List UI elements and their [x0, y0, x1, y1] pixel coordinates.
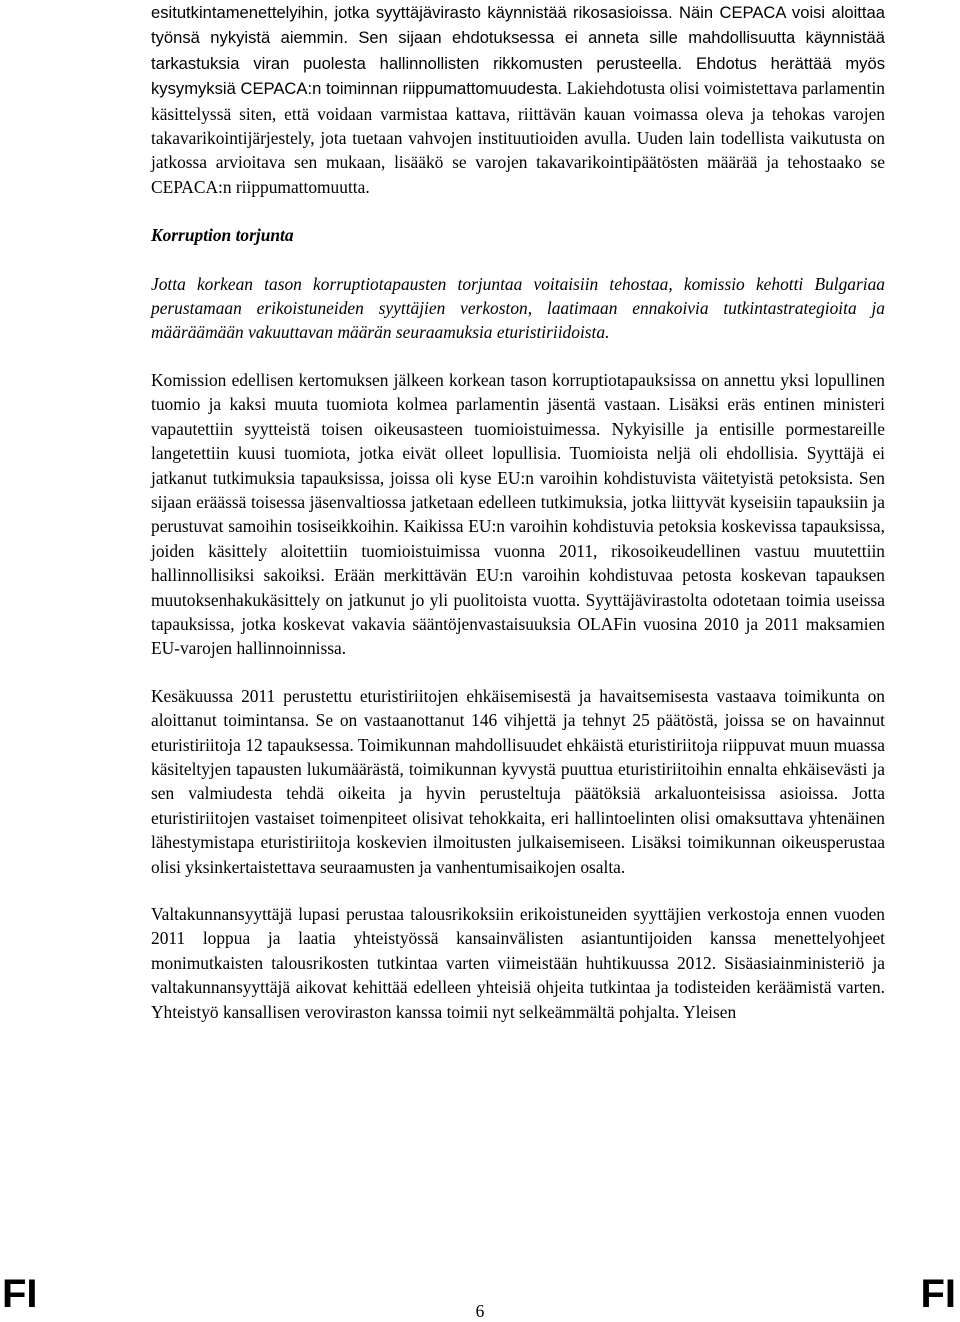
footer-language-code-left: FI — [2, 1272, 38, 1316]
document-body — [151, 0, 885, 1024]
intro-paragraph — [151, 0, 885, 199]
page-number: 6 — [475, 1301, 485, 1321]
intro-sentence-block-2: Lakiehdotusta olisi voimistettava parlamentin käsittelyssä siten, että voidaan varmistaa kattava, riittävän kauan voimassa oleva ja tehokas varojen takavarikointijärjestely, jota tuetaan vahvojen instituutioiden avulla. — [151, 78, 885, 149]
intro-sentence-block-1: esitutkintamenettelyihin, jotka syyttäjävirasto käynnistää rikosasioissa. Näin CEPACA voisi aloittaa työnsä nykyistä aiemmin. Sen sijaan ehdotuksessa ei anneta sille mahdollisuutta käynnistää tarkastuksia viran puolesta hallinnollisten rikkomusten perusteella. Ehdotus herättää myös kysymyksiä CEPACA:n toiminnan riippumattomuudesta. — [151, 3, 885, 99]
italic-lead-paragraph: Jotta korkean tason korruptiotapausten torjuntaa voitaisiin tehostaa, komissio kehotti Bulgariaa perustamaan erikoistuneiden syyttäjien verkoston, laatimaan ennakoivia tutkintastrategioita ja määräämään vakuuttavan määrän seuraamuksia eturistiriidoista. — [151, 273, 885, 343]
prosecutor-general-paragraph: Valtakunnansyyttäjä lupasi perustaa talousrikoksiin erikoistuneiden syyttäjien verkostoja ennen vuoden 2011 loppua ja laatia yhteistyössä kansainvälisten asiantuntijoiden kanssa menettelyohjeet monimutkaisten talousrikosten tutkintaa varten viimeistään huhtikuussa 2012. Sisäasiainministeriö ja valtakunnansyyttäjä aikovat kehittää edelleen yhteisiä ohjeita tutkintaa ja todisteiden keräämistä varten. Yhteistyö kansallisen veroviraston kanssa toimii nyt selkeämmältä pohjalta. Yleisen — [151, 904, 885, 1022]
conflict-commission-paragraph: Kesäkuussa 2011 perustettu eturistiriitojen ehkäisemisestä ja havaitsemisesta vastaava toimikunta on aloittanut toimintansa. Se on vastaanottanut 146 vihjettä ja tehnyt 25 päätöstä, joissa se on havainnut eturistiriitoja 12 tapauksessa. Toimikunnan mahdollisuudet ehkäistä eturistiriitoja riippuvat muun muassa käsiteltyjen tapausten lukumäärästä, toimikunnan kyvystä puuttua eturistiriitoihin ennalta ehkäisevästi ja sen valmiudesta tehdä oikeita ja hyvin perusteltuja päätöksiä arkaluonteisissa asioissa. Jotta eturistiriitojen vastaiset toimenpiteet olisivat tehokkaita, eri hallintoelinten olisi omaksuttava yhtenäinen lähestymistapa eturistiriitoja koskevien ilmoitusten julkaisemiseen. Lisäksi toimikunnan oikeusperustaa olisi yksinkertaistettava seuraamusten ja vanhentumisaikojen osalta. — [151, 685, 885, 877]
intro-sentence-block-3: Uuden lain todellista vaikutusta on jatkossa arvioitava sen mukaan, lisääkö se varojen takavarikointipäätösten määrää ja tehostaako se CEPACA:n riippumattomuutta. — [151, 128, 885, 197]
commission-followup-paragraph: Komission edellisen kertomuksen jälkeen korkean tason korruptiotapauksissa on annettu yksi lopullinen tuomio ja kaksi muuta tuomiota kolmea parlamentin jäsentä vastaan. Lisäksi eräs entinen ministeri vapautettiin syytteistä toisen oikeusasteen tuomioistuimessa. Nykyisille ja entisille pormestareille langetettiin kuusi tuomiota, jotka eivät olleet lopullisia. Tuomioista neljä oli ehdollisia. Syyttäjä ei jatkanut tutkimuksia tapauksissa, joissa oli kyse EU:n varoihin kohdistuvista väitetyistä petoksista. Sen sijaan eräässä toisessa jäsenvaltiossa jatketaan edelleen tutkimuksia, jotka liittyvät kyseisiin tapauksiin ja perustuvat samoihin tosiseikkoihin. Kaikissa EU:n varoihin kohdistuvia petoksia koskevissa tapauksissa, joiden käsittely aloitettiin tuomioistuimissa vuonna 2011, rikosoikeudellinen vastuu muutettiin hallinnollisiksi sakoiksi. Erään merkittävän EU:n varoihin kohdistuvaa petosta koskevan tapauksen muutoksenhakukäsittely on jatkunut jo yli puolitoista vuotta. Syyttäjävirastolta odotetaan toimia useissa tapauksissa, jotka koskevat vakavia sääntöjenvastaisuuksia OLAFin vuosina 2010 ja 2011 maksamien EU-varojen hallinnoinnissa. — [151, 369, 885, 659]
section-heading: Korruption torjunta — [151, 225, 294, 246]
footer-language-code-right: FI — [920, 1272, 956, 1316]
